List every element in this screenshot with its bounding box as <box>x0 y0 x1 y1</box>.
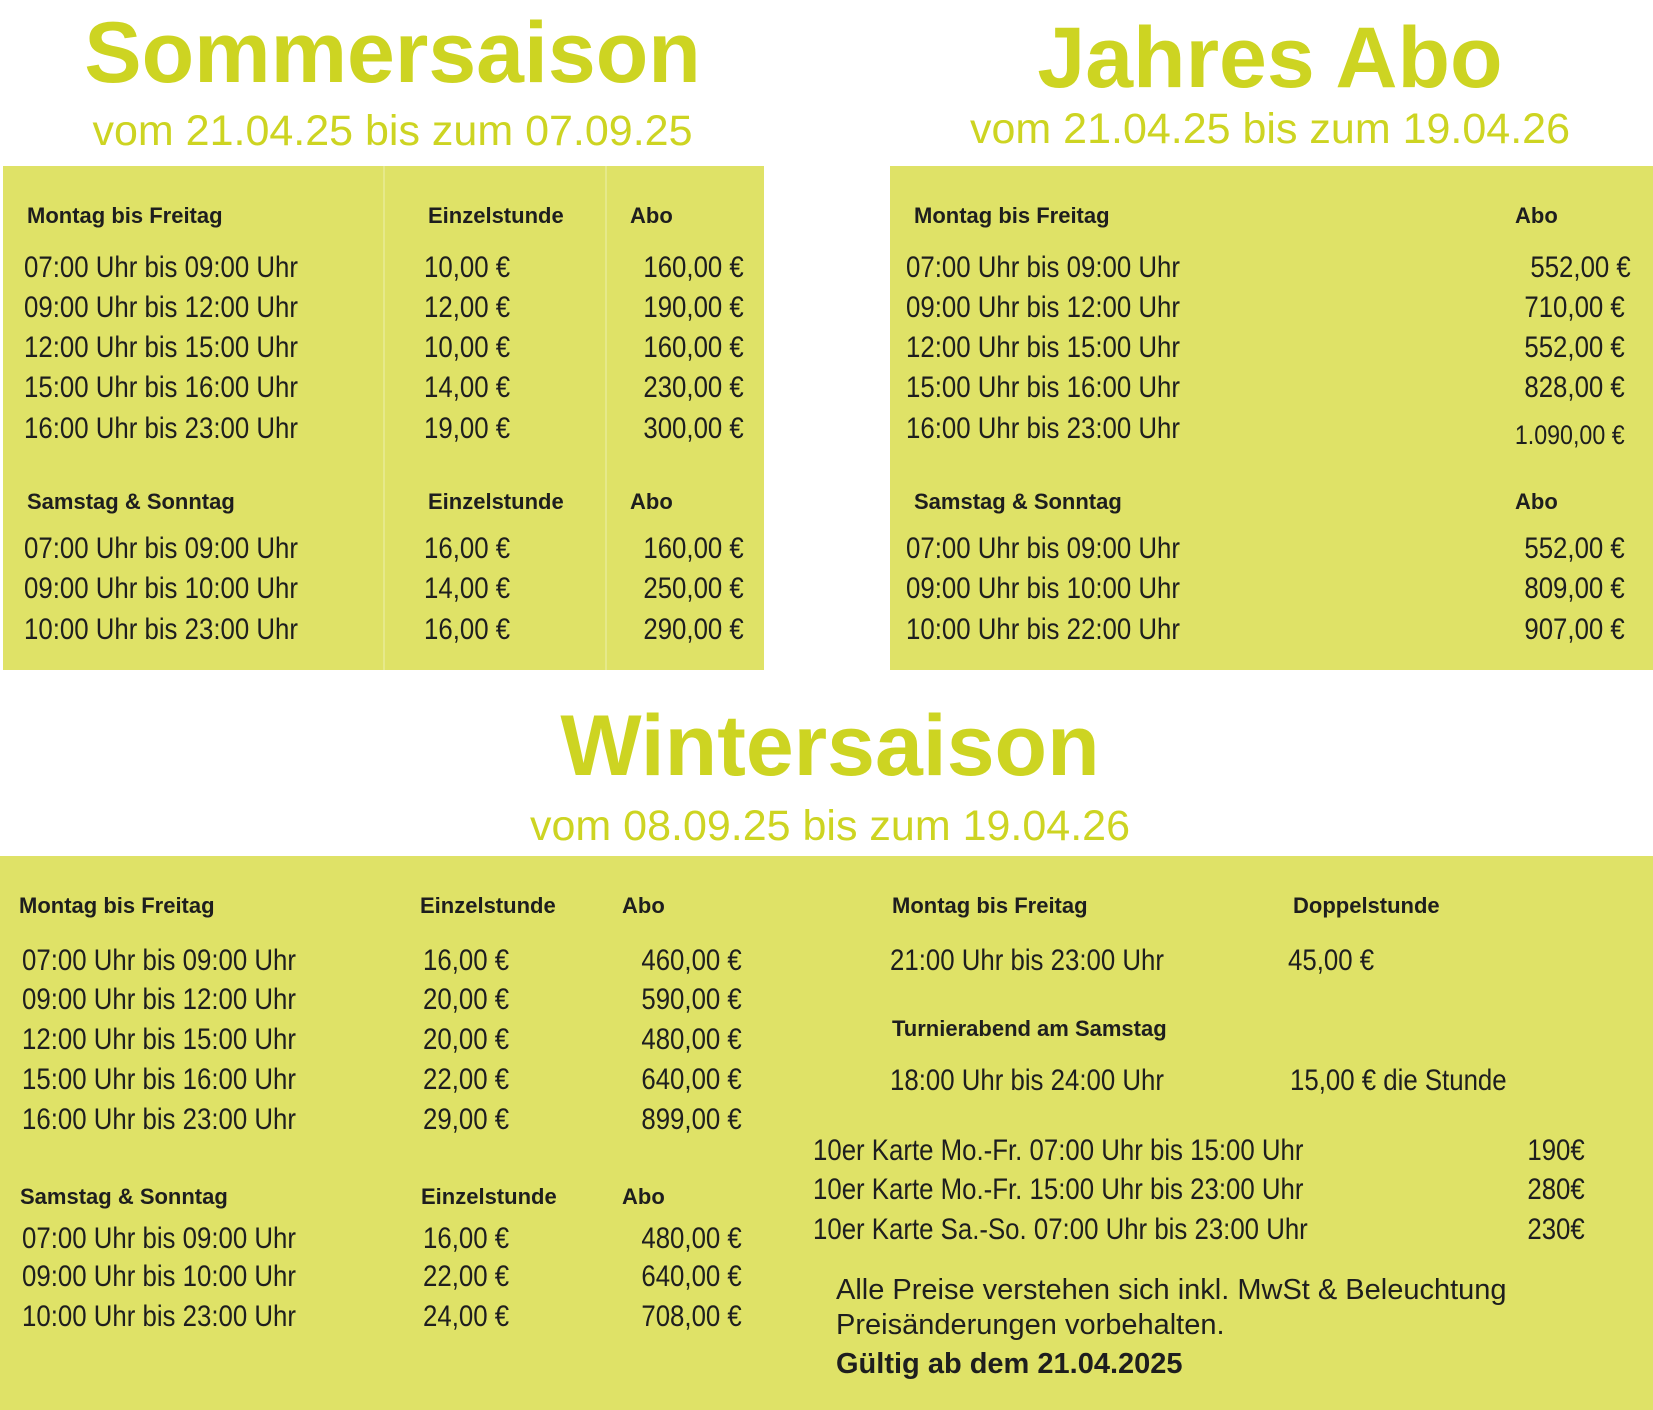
jahres-weekend-header: Samstag & Sonntag <box>914 489 1122 514</box>
winter-weekend-col-single: Einzelstunde <box>421 1184 557 1209</box>
jahres-weekday-time: 12:00 Uhr bis 15:00 Uhr <box>906 331 1180 364</box>
winter-note-changes: Preisänderungen vorbehalten. <box>836 1309 1225 1341</box>
sommer-weekend-header: Samstag & Sonntag <box>27 489 235 514</box>
winter-card-price: 230€ <box>1527 1213 1585 1246</box>
sommer-panel <box>3 166 764 670</box>
winter-weekday-col-abo: Abo <box>622 893 665 918</box>
sommer-weekend-single: 16,00 € <box>424 613 511 646</box>
jahres-weekday-abo: 710,00 € <box>1524 291 1625 324</box>
winter-weekday-abo: 480,00 € <box>641 1023 742 1056</box>
winter-note-prices: Alle Preise verstehen sich inkl. MwSt & Beleuchtung <box>836 1274 1507 1306</box>
winter-weekday-time: 15:00 Uhr bis 16:00 Uhr <box>22 1063 296 1096</box>
winter-card-label: 10er Karte Sa.-So. 07:00 Uhr bis 23:00 Uhr <box>813 1213 1308 1246</box>
winter-weekday-col-single: Einzelstunde <box>420 893 556 918</box>
winter-weekday-single: 16,00 € <box>423 944 510 977</box>
winter-tournament-price: 15,00 € die Stunde <box>1290 1064 1507 1097</box>
sommer-weekday-col-abo: Abo <box>630 203 673 228</box>
winter-weekend-time: 09:00 Uhr bis 10:00 Uhr <box>22 1260 296 1293</box>
jahres-weekend-time: 10:00 Uhr bis 22:00 Uhr <box>906 613 1180 646</box>
jahres-weekend-abo: 809,00 € <box>1524 572 1625 605</box>
sommer-weekday-abo: 160,00 € <box>643 331 744 364</box>
winter-weekday-header: Montag bis Freitag <box>19 893 215 918</box>
jahres-weekday-time: 07:00 Uhr bis 09:00 Uhr <box>906 251 1180 284</box>
winter-weekend-abo: 640,00 € <box>641 1260 742 1293</box>
jahres-weekday-abo: 552,00 € <box>1524 331 1625 364</box>
winter-double-price: 45,00 € <box>1288 944 1375 977</box>
winter-double-time: 21:00 Uhr bis 23:00 Uhr <box>890 944 1164 977</box>
sommer-weekday-abo: 230,00 € <box>643 371 744 404</box>
sommer-weekend-single: 16,00 € <box>424 532 511 565</box>
sommer-weekday-single: 10,00 € <box>424 331 511 364</box>
sommer-weekday-single: 12,00 € <box>424 291 511 324</box>
sommer-weekday-abo: 160,00 € <box>643 251 744 284</box>
winter-note-valid: Gültig ab dem 21.04.2025 <box>836 1348 1183 1380</box>
jahres-panel <box>890 166 1653 670</box>
sommer-weekend-abo: 160,00 € <box>643 532 744 565</box>
sommer-title: Sommersaison <box>84 5 701 101</box>
column-divider <box>605 166 607 670</box>
winter-double-col: Doppelstunde <box>1293 893 1440 918</box>
jahres-weekend-abo: 907,00 € <box>1524 613 1625 646</box>
sommer-weekday-single: 10,00 € <box>424 251 511 284</box>
jahres-weekend-time: 07:00 Uhr bis 09:00 Uhr <box>906 532 1180 565</box>
winter-weekend-header: Samstag & Sonntag <box>20 1184 228 1209</box>
jahres-title: Jahres Abo <box>1037 10 1503 106</box>
column-divider <box>383 166 385 670</box>
winter-card-label: 10er Karte Mo.-Fr. 07:00 Uhr bis 15:00 Uhr <box>813 1134 1304 1167</box>
winter-tournament-time: 18:00 Uhr bis 24:00 Uhr <box>890 1064 1164 1097</box>
sommer-weekday-col-single: Einzelstunde <box>428 203 564 228</box>
winter-weekend-time: 10:00 Uhr bis 23:00 Uhr <box>22 1300 296 1333</box>
winter-double-header: Montag bis Freitag <box>892 893 1088 918</box>
winter-weekday-time: 12:00 Uhr bis 15:00 Uhr <box>22 1023 296 1056</box>
winter-weekday-abo: 460,00 € <box>641 944 742 977</box>
sommer-weekend-abo: 290,00 € <box>643 613 744 646</box>
winter-weekday-single: 20,00 € <box>423 1023 510 1056</box>
sommer-weekend-time: 09:00 Uhr bis 10:00 Uhr <box>24 572 298 605</box>
winter-weekend-time: 07:00 Uhr bis 09:00 Uhr <box>22 1222 296 1255</box>
winter-weekday-single: 20,00 € <box>423 983 510 1016</box>
sommer-weekend-abo: 250,00 € <box>643 572 744 605</box>
winter-weekday-abo: 640,00 € <box>641 1063 742 1096</box>
jahres-weekday-col-abo: Abo <box>1515 203 1558 228</box>
sommer-weekend-col-abo: Abo <box>630 489 673 514</box>
winter-weekend-single: 16,00 € <box>423 1222 510 1255</box>
winter-card-price: 190€ <box>1527 1134 1585 1167</box>
winter-weekend-single: 22,00 € <box>423 1260 510 1293</box>
sommer-weekend-time: 10:00 Uhr bis 23:00 Uhr <box>24 613 298 646</box>
sommer-weekday-single: 19,00 € <box>424 412 511 445</box>
jahres-weekday-time: 16:00 Uhr bis 23:00 Uhr <box>906 412 1180 445</box>
sommer-weekday-time: 12:00 Uhr bis 15:00 Uhr <box>24 331 298 364</box>
sommer-weekday-abo: 300,00 € <box>643 412 744 445</box>
jahres-weekday-time: 09:00 Uhr bis 12:00 Uhr <box>906 291 1180 324</box>
winter-title: Wintersaison <box>560 698 1100 794</box>
winter-weekend-abo: 708,00 € <box>641 1300 742 1333</box>
winter-weekday-single: 22,00 € <box>423 1063 510 1096</box>
jahres-weekday-abo: 1.090,00 € <box>1515 420 1625 450</box>
sommer-weekday-abo: 190,00 € <box>643 291 744 324</box>
sommer-weekend-time: 07:00 Uhr bis 09:00 Uhr <box>24 532 298 565</box>
winter-weekday-time: 09:00 Uhr bis 12:00 Uhr <box>22 983 296 1016</box>
winter-weekend-col-abo: Abo <box>622 1184 665 1209</box>
sommer-weekend-single: 14,00 € <box>424 572 511 605</box>
sommer-weekday-time: 16:00 Uhr bis 23:00 Uhr <box>24 412 298 445</box>
winter-panel <box>0 856 1653 1410</box>
sommer-weekend-col-single: Einzelstunde <box>428 489 564 514</box>
winter-weekend-abo: 480,00 € <box>641 1222 742 1255</box>
jahres-weekday-header: Montag bis Freitag <box>914 203 1110 228</box>
jahres-weekday-abo: 828,00 € <box>1524 371 1625 404</box>
winter-tournament-header: Turnierabend am Samstag <box>892 1016 1167 1041</box>
jahres-weekend-abo: 552,00 € <box>1524 532 1625 565</box>
jahres-weekday-abo: 552,00 € <box>1530 251 1631 284</box>
jahres-subtitle: vom 21.04.25 bis zum 19.04.26 <box>970 105 1570 153</box>
winter-weekday-abo: 899,00 € <box>641 1103 742 1136</box>
sommer-weekday-time: 15:00 Uhr bis 16:00 Uhr <box>24 371 298 404</box>
sommer-weekday-time: 09:00 Uhr bis 12:00 Uhr <box>24 291 298 324</box>
winter-weekday-single: 29,00 € <box>423 1103 510 1136</box>
jahres-weekday-time: 15:00 Uhr bis 16:00 Uhr <box>906 371 1180 404</box>
winter-weekend-single: 24,00 € <box>423 1300 510 1333</box>
winter-weekday-abo: 590,00 € <box>641 983 742 1016</box>
winter-card-label: 10er Karte Mo.-Fr. 15:00 Uhr bis 23:00 Uhr <box>813 1173 1304 1206</box>
winter-weekday-time: 16:00 Uhr bis 23:00 Uhr <box>22 1103 296 1136</box>
winter-card-price: 280€ <box>1527 1173 1585 1206</box>
sommer-weekday-time: 07:00 Uhr bis 09:00 Uhr <box>24 251 298 284</box>
winter-weekday-time: 07:00 Uhr bis 09:00 Uhr <box>22 944 296 977</box>
sommer-weekday-header: Montag bis Freitag <box>27 203 223 228</box>
jahres-weekend-col-abo: Abo <box>1515 489 1558 514</box>
winter-subtitle: vom 08.09.25 bis zum 19.04.26 <box>530 802 1130 850</box>
jahres-weekend-time: 09:00 Uhr bis 10:00 Uhr <box>906 572 1180 605</box>
sommer-weekday-single: 14,00 € <box>424 371 511 404</box>
sommer-subtitle: vom 21.04.25 bis zum 07.09.25 <box>92 107 693 155</box>
